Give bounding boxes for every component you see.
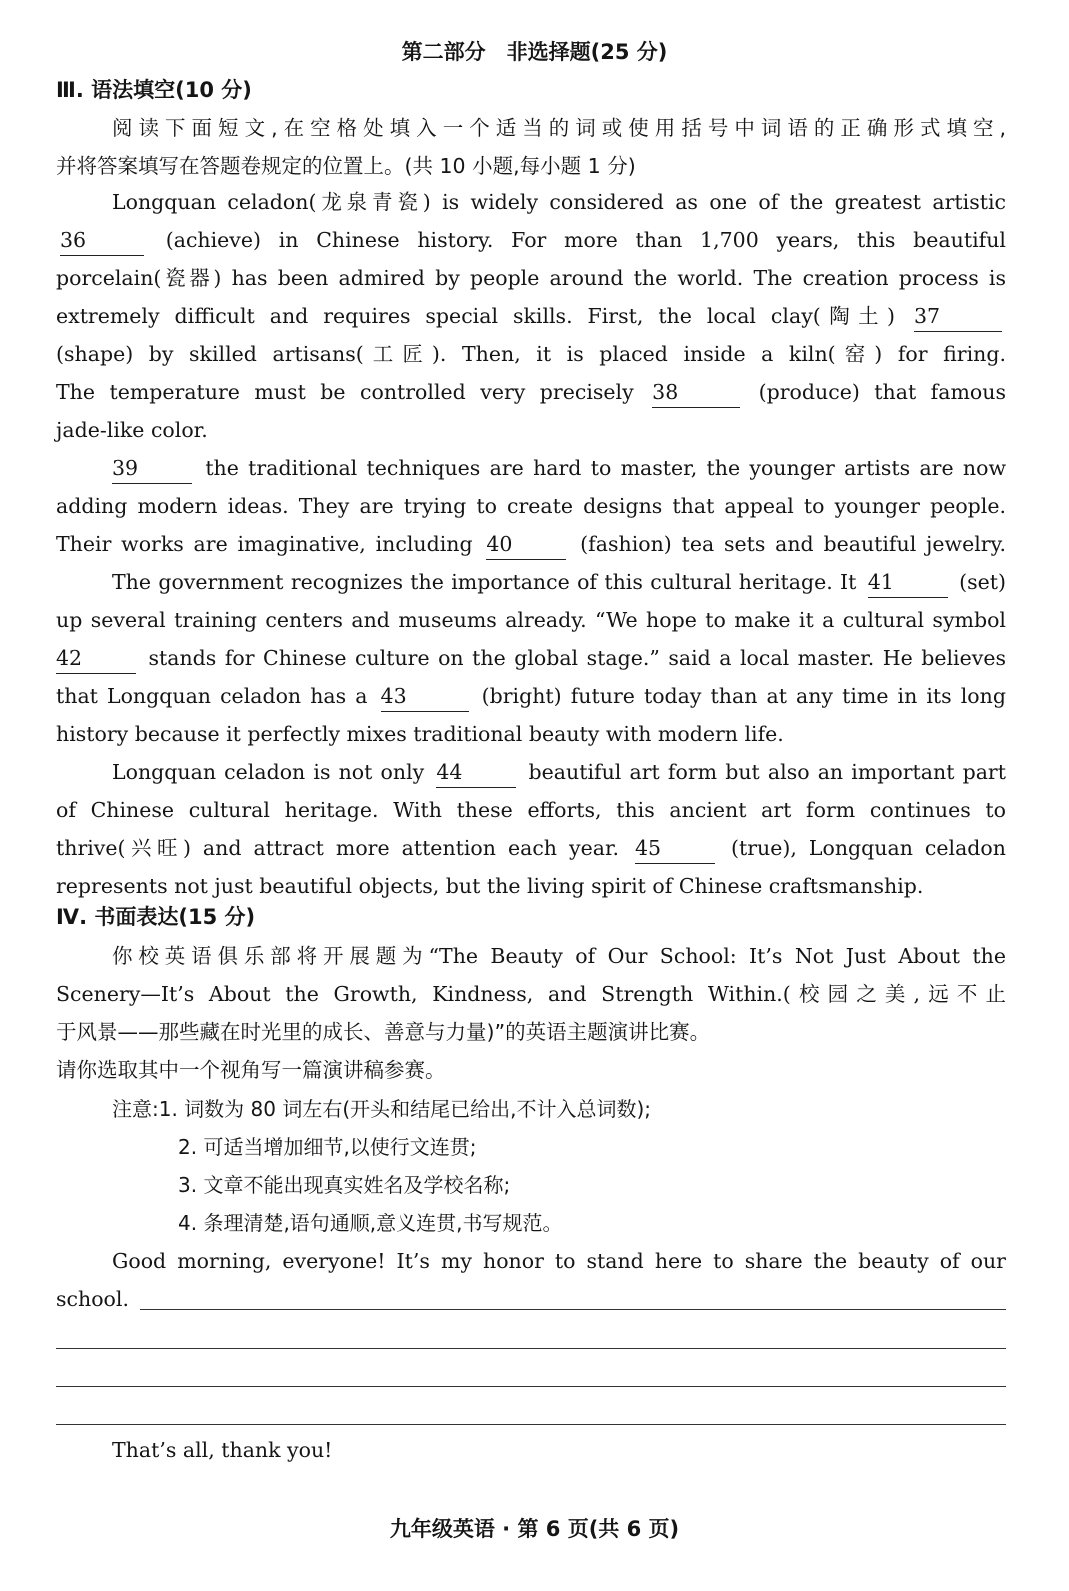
- section-3-instructions: [56, 109, 1006, 185]
- passage-line: adding modern ideas. They are trying to create designs that appeal to younger people.: [56, 494, 1006, 518]
- page-footer: 九年级英语 · 第 6 页(共 6 页): [389, 1517, 680, 1541]
- passage-line: (shape) by skilled artisans(工匠). Then, it is placed inside a kiln(窑) for firing.: [56, 342, 1006, 366]
- passage-line: [56, 221, 1006, 259]
- prompt-line: 于风景——那些藏在时光里的成长、善意与力量)”的英语主题演讲比赛。: [56, 1020, 711, 1044]
- passage-text: (produce) that famous: [758, 380, 1006, 404]
- passage-line: porcelain(瓷器) has been admired by people around the world. The creation process is: [56, 266, 1006, 290]
- passage-line: represents not just beautiful objects, but the living spirit of Chinese craftsmanship.: [56, 874, 924, 898]
- passage-line: [56, 525, 1006, 563]
- blank-45[interactable]: 45: [635, 833, 715, 864]
- blank-42[interactable]: 42: [56, 643, 136, 674]
- section-4-title: Ⅳ. 书面表达(15 分): [56, 905, 256, 929]
- blank-43[interactable]: 43: [381, 681, 469, 712]
- blank-44[interactable]: 44: [436, 757, 516, 788]
- note-1: 注意:1. 词数为 80 词左右(开头和结尾已给出,不计入总词数);: [112, 1097, 652, 1121]
- section-3-title: Ⅲ. 语法填空(10 分): [56, 78, 252, 102]
- writing-prompt: [56, 937, 1006, 1089]
- passage-line: of Chinese cultural heritage. With these efforts, this ancient art form continues to: [56, 798, 1006, 822]
- prompt-line: 你校英语俱乐部将开展题为“The Beauty of Our School: It’s Not Just About the: [112, 944, 1006, 968]
- passage-line: [56, 449, 1006, 487]
- blank-36[interactable]: 36: [60, 225, 144, 256]
- passage-text: (true), Longquan celadon: [731, 836, 1006, 860]
- passage-line: [56, 373, 1006, 411]
- passage-text: (fashion) tea sets and beautiful jewelry.: [580, 532, 1006, 556]
- note-4: 4. 条理清楚,语句通顺,意义连贯,书写规范。: [178, 1211, 563, 1235]
- instruction-line: 并将答案填写在答题卷规定的位置上。(共 10 小题,每小题 1 分): [56, 154, 636, 178]
- speech-closing: [56, 1431, 1006, 1469]
- passage-text: extremely difficult and requires special skills. First, the local clay(陶土): [56, 304, 896, 328]
- answer-line[interactable]: [56, 1348, 1006, 1349]
- passage-text: (set): [959, 570, 1006, 594]
- answer-line[interactable]: [140, 1309, 1006, 1310]
- passage-text: Longquan celadon is not only: [112, 760, 425, 784]
- note-2: 2. 可适当增加细节,以使行文连贯;: [178, 1135, 477, 1159]
- passage-text: the traditional techniques are hard to master, the younger artists are now: [205, 456, 1006, 480]
- prompt-line: 请你选取其中一个视角写一篇演讲稿参赛。: [56, 1058, 446, 1082]
- answer-line[interactable]: [56, 1424, 1006, 1425]
- instruction-line: 阅读下面短文,在空格处填入一个适当的词或使用括号中词语的正确形式填空,: [112, 116, 1006, 140]
- blank-38[interactable]: 38: [652, 377, 740, 408]
- blank-39[interactable]: 39: [112, 453, 192, 484]
- passage-text: that Longquan celadon has a: [56, 684, 368, 708]
- passage-text: stands for Chinese culture on the global stage.” said a local master. He believes: [148, 646, 1006, 670]
- speech-opening: [56, 1242, 1006, 1318]
- part-title: 第二部分 非选择题(25 分): [401, 40, 668, 64]
- passage-line: [56, 753, 1006, 791]
- blank-41[interactable]: 41: [868, 567, 948, 598]
- note-3: 3. 文章不能出现真实姓名及学校名称;: [178, 1173, 511, 1197]
- blank-37[interactable]: 37: [914, 301, 1002, 332]
- passage-line: [56, 297, 1006, 335]
- passage-line: jade-like color.: [56, 418, 208, 442]
- opening-line: Good morning, everyone! It’s my honor to stand here to share the beauty of our: [112, 1249, 1006, 1273]
- opening-line: school.: [56, 1287, 129, 1311]
- passage-text: (bright) future today than at any time in its long: [481, 684, 1006, 708]
- closing-line: That’s all, thank you!: [112, 1438, 333, 1462]
- passage-line: [56, 829, 1006, 867]
- writing-notes: [56, 1090, 1006, 1242]
- passage-line: Longquan celadon(龙泉青瓷) is widely considered as one of the greatest artistic: [112, 190, 1006, 214]
- passage-text: Their works are imaginative, including: [56, 532, 473, 556]
- passage-line: up several training centers and museums already. “We hope to make it a cultural symbol: [56, 608, 1006, 632]
- answer-line[interactable]: [56, 1386, 1006, 1387]
- passage-text: beautiful art form but also an important part: [528, 760, 1006, 784]
- passage-line: [56, 639, 1006, 677]
- passage-text: (achieve) in Chinese history. For more than 1,700 years, this beautiful: [165, 228, 1006, 252]
- passage: [56, 183, 1006, 905]
- passage-text: The government recognizes the importance of this cultural heritage. It: [112, 570, 857, 594]
- blank-40[interactable]: 40: [486, 529, 566, 560]
- passage-line: [56, 677, 1006, 715]
- passage-line: history because it perfectly mixes traditional beauty with modern life.: [56, 722, 784, 746]
- prompt-line: Scenery—It’s About the Growth, Kindness, and Strength Within.(校园之美,远不止: [56, 982, 1006, 1006]
- passage-line: [56, 563, 1006, 601]
- passage-text: thrive(兴旺) and attract more attention each year.: [56, 836, 620, 860]
- passage-text: The temperature must be controlled very precisely: [56, 380, 634, 404]
